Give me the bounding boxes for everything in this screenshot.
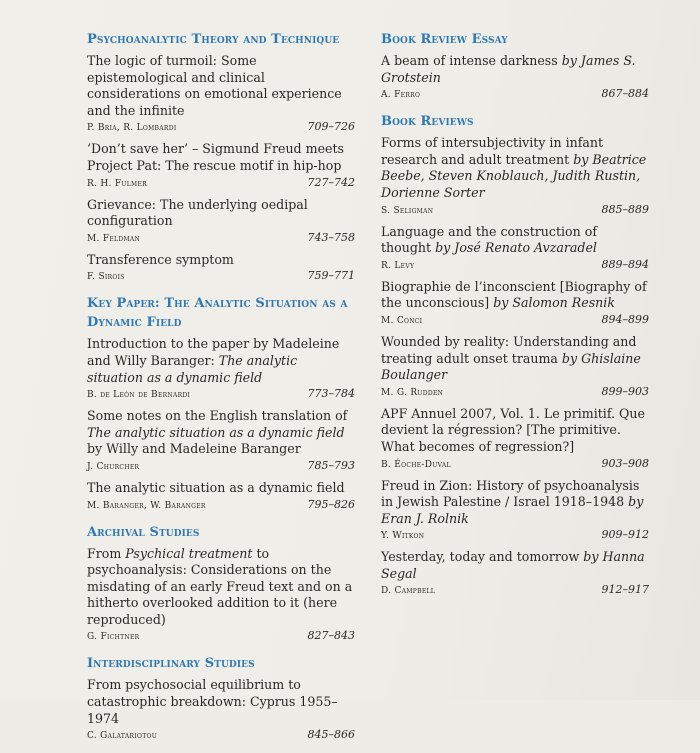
title-italic-segment: Psychical treatment — [125, 545, 253, 561]
entry-meta — [381, 87, 649, 102]
article-title — [87, 408, 355, 458]
author-names: P. Bria, R. Lombardi — [87, 123, 177, 134]
author-names: D. Campbell — [381, 586, 436, 597]
entry-meta — [87, 459, 355, 474]
page-range: 743–758 — [307, 230, 355, 244]
title-segment: Grievance: The underlying oedipal configuration — [87, 196, 308, 229]
article-title — [87, 252, 355, 269]
page-range: 903–908 — [601, 456, 649, 470]
entry-meta — [381, 457, 649, 472]
contents-entry — [87, 252, 355, 285]
title-segment: The logic of turmoil: Some epistemological and clinical considerations on emotional experience and the infinite — [87, 53, 342, 118]
contents-entry — [381, 549, 649, 598]
title-segment: Introduction to the paper by Madeleine and Willy Baranger: — [87, 336, 340, 368]
article-title — [381, 135, 649, 201]
contents-section — [87, 30, 355, 294]
section-spacer — [87, 749, 355, 753]
page-range: 795–826 — [307, 497, 355, 511]
entry-meta — [381, 313, 649, 328]
article-title — [87, 336, 355, 386]
contents-entry — [381, 406, 649, 472]
title-segment: A beam of intense darkness — [381, 53, 562, 68]
article-title — [87, 546, 355, 629]
title-segment: APF Annuel 2007, Vol. 1. Le primitif. Que devient la régression? [The primitive. What becomes of regression?] — [381, 405, 645, 454]
contents-entry — [87, 546, 355, 645]
left-column — [87, 30, 355, 753]
article-title — [381, 406, 649, 456]
contents-entry — [381, 224, 649, 273]
article-title — [381, 478, 649, 528]
page-range: 709–726 — [307, 120, 355, 134]
entry-meta — [87, 269, 355, 284]
title-segment: Transference symptom — [87, 251, 234, 267]
author-names: R. H. Fulmer — [87, 178, 147, 189]
entry-meta — [87, 231, 355, 246]
author-names: B. de León de Bernardi — [87, 390, 191, 401]
title-segment: The analytic situation as a dynamic field — [87, 479, 345, 495]
contents-entry — [381, 135, 649, 217]
title-italic-segment: by Hanna Segal — [381, 549, 645, 581]
author-names: R. Levy — [381, 260, 415, 271]
article-title — [87, 141, 355, 174]
section-heading: Book Reviews — [381, 114, 474, 130]
author-names: M. Conci — [381, 315, 423, 326]
page-range: 909–912 — [601, 528, 649, 542]
section-heading: Psychoanalytic Theory and Technique — [87, 32, 340, 47]
article-title — [87, 53, 355, 119]
entry-meta — [381, 528, 649, 543]
contents-entry — [87, 141, 355, 190]
contents-entry — [381, 53, 649, 102]
section-heading: Book Review Essay — [381, 32, 508, 47]
author-names: M. Baranger, W. Baranger — [87, 500, 206, 511]
page-range: 827–843 — [307, 629, 355, 643]
title-segment: Freud in Zion: History of psychoanalysis in Jewish Palestine / Israel 1918–1948 — [381, 477, 640, 510]
right-column — [381, 30, 649, 608]
page-range: 785–793 — [307, 458, 355, 472]
title-italic-segment: by Salomon Resnik — [493, 295, 615, 311]
author-names: C. Galatariotou — [87, 731, 158, 742]
article-title — [87, 197, 355, 230]
article-title — [381, 53, 649, 86]
contents-entry — [87, 480, 355, 513]
article-title — [87, 480, 355, 497]
contents-entry — [381, 334, 649, 400]
author-names: Y. Witkon — [381, 531, 425, 542]
article-title — [381, 334, 649, 384]
contents-entry — [87, 677, 355, 743]
contents-entry — [87, 336, 355, 402]
page-range: 889–894 — [601, 257, 649, 271]
contents-section — [381, 30, 649, 112]
page-range: 845–866 — [307, 728, 355, 742]
title-segment: to psychoanalysis: Considerations on the misdating of an early Freud text and on a hitherto overlooked addition to it (here reproduced) — [87, 545, 353, 627]
entry-meta — [87, 120, 355, 135]
entry-meta — [87, 176, 355, 191]
title-segment: Some notes on the English translation of — [87, 408, 348, 424]
author-names: A. Ferro — [381, 90, 421, 101]
article-title — [87, 677, 355, 727]
title-segment: Wounded by reality: Understanding and treating adult onset trauma — [381, 333, 637, 366]
section-heading: Interdisciplinary Studies — [87, 656, 255, 672]
title-italic-segment: The analytic situation as a dynamic field — [87, 424, 345, 440]
entry-meta — [381, 258, 649, 273]
contents-section — [87, 523, 355, 655]
title-italic-segment: The analytic situation as a dynamic field — [87, 352, 298, 385]
title-italic-segment: by Ghislaine Boulanger — [381, 350, 641, 383]
page-range: 899–903 — [601, 384, 649, 398]
page-range: 894–899 — [601, 312, 649, 326]
page-range: 773–784 — [307, 387, 355, 401]
author-names: M. Feldman — [87, 233, 141, 244]
title-segment: Forms of intersubjectivity in infant research and adult treatment — [381, 135, 604, 167]
contents-entry — [87, 408, 355, 474]
page-range: 912–917 — [601, 583, 649, 597]
entry-meta — [87, 498, 355, 513]
title-segment: From — [87, 545, 126, 561]
title-segment: Biographie de l’inconscient [Biography of the unconscious] — [381, 278, 647, 311]
article-title — [381, 224, 649, 257]
contents-entry — [381, 279, 649, 328]
title-segment: by Willy and Madeleine Baranger — [87, 441, 301, 457]
entry-meta — [381, 385, 649, 400]
title-segment: From psychosocial equilibrium to catastrophic breakdown: Cyprus 1955–1974 — [87, 677, 338, 726]
article-title — [381, 549, 649, 582]
entry-meta — [87, 629, 355, 644]
author-names: J. Churcher — [87, 461, 140, 472]
entry-meta — [381, 583, 649, 598]
entry-meta — [87, 728, 355, 743]
title-italic-segment: by Beatrice Beebe, Steven Knoblauch, Judith Rustin, Dorienne Sorter — [381, 151, 647, 200]
article-title — [381, 279, 649, 312]
entry-meta — [87, 387, 355, 402]
title-italic-segment: by James S. Grotstein — [381, 53, 636, 85]
author-names: S. Seligman — [381, 205, 434, 216]
page-range: 759–771 — [307, 269, 355, 283]
title-segment: Yesterday, today and tomorrow — [381, 549, 584, 565]
title-segment: ‘Don’t save her’ – Sigmund Freud meets Project Pat: The rescue motif in hip-hop — [87, 141, 344, 173]
page-range: 727–742 — [307, 175, 355, 189]
page-range: 885–889 — [601, 202, 649, 216]
contents-entry — [87, 197, 355, 246]
contents-section — [87, 654, 355, 753]
entry-meta — [381, 203, 649, 218]
title-italic-segment: by José Renato Avzaradel — [435, 240, 597, 256]
contents-section — [87, 294, 355, 522]
author-names: G. Fichtner — [87, 632, 140, 643]
section-heading: Key Paper: The Analytic Situation as a Dynamic Field — [87, 296, 348, 331]
page-range: 867–884 — [601, 87, 649, 101]
contents-entry — [87, 53, 355, 135]
title-italic-segment: by Eran J. Rolnik — [381, 494, 644, 526]
section-spacer — [381, 604, 649, 608]
contents-entry — [381, 478, 649, 544]
author-names: F. Sirois — [87, 272, 125, 283]
author-names: M. G. Rudden — [381, 387, 444, 398]
section-heading: Archival Studies — [87, 524, 200, 540]
author-names: B. Éoche-Duval — [381, 459, 451, 470]
title-segment: Language and the construction of thought — [381, 223, 597, 256]
contents-section — [381, 112, 649, 608]
